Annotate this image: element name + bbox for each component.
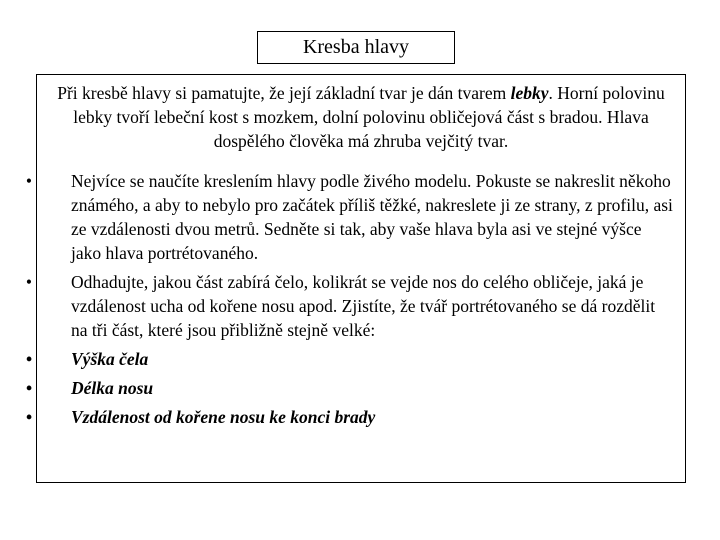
bullet-text: Vzdálenost od kořene nosu ke konci brady [71,407,376,427]
bullet-icon: • [25,272,33,292]
intro-text-end: . Horní polovinu lebky tvoří lebeční kost s mozkem, dolní polovinu obličejová část s bradou. Hlava dospělého člověka má zhruba vejčitý tvar. [73,83,665,151]
bullet-text: Odhadujte, jakou část zabírá čelo, kolikrát se vejde nos do celého obličeje, jaká je vzdálenost ucha od kořene nosu apod. Zjistíte, že tvář portrétovaného se dá rozdělit na tři část, které jsou přibližně stejně velké: [71,272,656,340]
bullet-text: Výška čela [71,349,149,369]
intro-emphasis-lebky: lebky [510,83,549,103]
intro-text-start: Při kresbě hlavy si pamatujte, že její základní tvar je dán tvarem [57,83,511,103]
bullet-item-live-model [25,169,675,265]
bullet-item-nose-length [25,376,675,400]
bullet-icon: • [25,407,33,427]
bullet-icon: • [25,171,33,191]
bullet-text: Délka nosu [71,378,154,398]
bullet-icon: • [25,349,33,369]
slide-title: Kresba hlavy [257,31,455,64]
bullet-item-nose-to-chin [25,405,675,429]
content-box [25,74,686,483]
bullet-text: Nejvíce se naučíte kreslením hlavy podle živého modelu. Pokuste se nakreslit někoho známého, a aby to nebylo pro začátek příliš těžké, nakreslete ji ze strany, z profilu, asi ze vzdálenosti dvou metrů. Sedněte si tak, aby vaše hlava byla asi ve stejné výšce jako hlava portrétovaného. [71,171,673,263]
bullet-list [25,169,685,429]
intro-paragraph [45,81,677,153]
bullet-item-forehead-height [25,347,675,371]
bullet-icon: • [25,378,33,398]
bullet-item-estimate [25,270,675,342]
